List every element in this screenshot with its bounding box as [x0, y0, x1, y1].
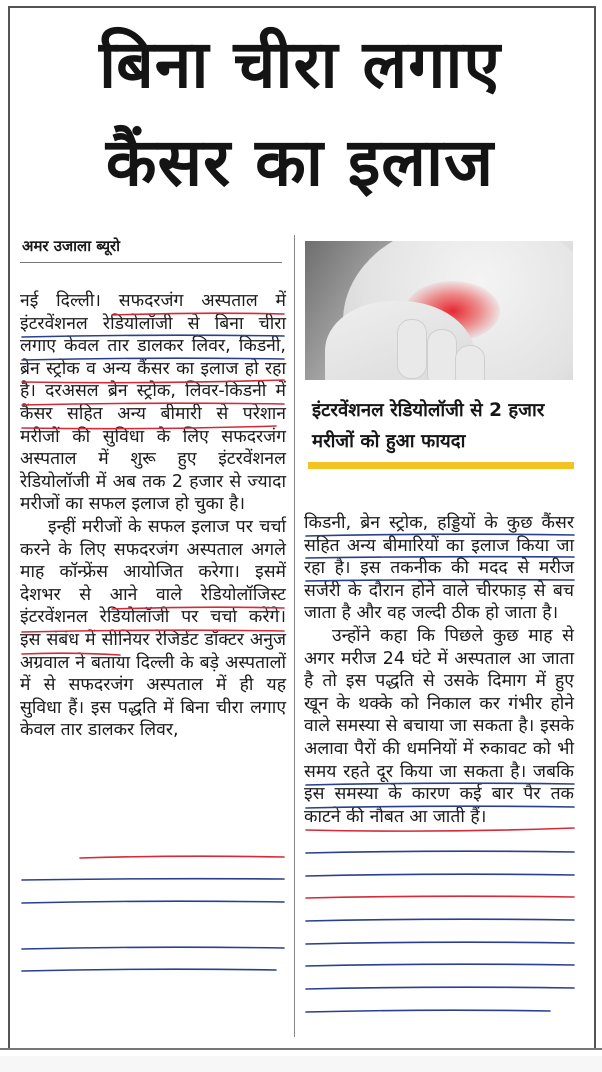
- red-underline: [22, 380, 284, 383]
- blue-underline: [306, 1010, 550, 1012]
- red-underline: [112, 313, 284, 315]
- article-paragraph: किडनी, ब्रेन स्ट्रोक, हड्डियों के कुछ कैंसर सहित अन्य बीमारियों का इलाज किया जा रहा है। इस तकनीक की मदद से मरीज सर्जरी के दौरान होने वाले चीरफाड़ से बच जाता है और वह जल्दी ठीक हो जाता है।: [304, 513, 574, 624]
- red-underline: [112, 607, 284, 609]
- red-underline: [80, 856, 284, 858]
- blue-underline: [306, 919, 574, 921]
- blue-underline: [306, 851, 574, 853]
- headline-line-2: कैंसर का इलाज: [105, 124, 495, 201]
- blue-underline: [306, 557, 574, 558]
- article-paragraph: नई दिल्ली। सफदरजंग अस्पताल में इंटरवेंशनल रेडियोलॉजी से बिना चीरा लगाए केवल तार डालकर लिवर, किडनी, ब्रेन स्ट्रोक व अन्य कैंसर का इलाज हो रहा है। दरअसल ब्रेन स्ट्रोक, लिवर-किडनी में कैंसर सहित अन्य बीमारी से परेशान मरीजों की सुविधा के लिए सफदरजंग अस्पताल में शुरू हुए इंटरवेंशनल रेडियोलॉजी में अब तक 2 हजार से ज्यादा मरीजों का सफल इलाज हो चुका है।: [20, 291, 286, 515]
- red-underline: [306, 828, 574, 831]
- byline: अमर उजाला ब्यूरो: [22, 237, 121, 255]
- blue-underline: [306, 580, 574, 581]
- bottom-rule: [0, 1048, 602, 1050]
- blue-underline: [22, 335, 284, 337]
- blue-underline: [306, 806, 574, 808]
- blue-underline: [306, 874, 574, 876]
- red-underline: [22, 403, 284, 405]
- blue-underline: [306, 783, 574, 785]
- red-underline: [22, 426, 276, 429]
- red-underline: [22, 630, 284, 632]
- article-paragraph: इन्हीं मरीजों के सफल इलाज पर चर्चा करने के लिए सफदरजंग अस्पताल अगले माह कॉन्फ्रेंस आयोजित करेगा। इसमें देशभर से आने वाले रेडियोलॉजिस्ट इंटरवेंशनल रेडियोलॉजी पर चर्चा करेंगे। इस संबंध में सीनियर रेजिडेंट डॉक्टर अनुज अग्रवाल ने बताया दिल्ली के बड़े अस्पतालों में से सफदरजंग अस्पताल में ही यह सुविधा हैं। इस पद्धति में बिना चीरा लगाए केवल तार डालकर लिवर,: [20, 516, 286, 741]
- photo-caption: इंटरवेंशनल रेडियोलॉजी से 2 हजार मरीजों को हुआ फायदा: [312, 400, 545, 452]
- blue-underline: [306, 534, 574, 536]
- blue-underline: [22, 358, 284, 360]
- blue-underline: [22, 947, 284, 949]
- blue-underline: [22, 879, 284, 880]
- next-article-strip: [0, 1056, 602, 1072]
- blue-underline: [22, 969, 276, 971]
- blue-underline: [22, 901, 284, 903]
- headline-line-1: बिना चीरा लगाए: [98, 26, 502, 103]
- blue-underline: [306, 987, 574, 989]
- article-paragraph: उन्होंने कहा कि पिछले कुछ माह से अगर मरीज 24 घंटे में अस्पताल आ जाता है तो इस पद्धति से उसके दिमाग में हुए खून के थक्के को निकाल कर गंभीर होने वाले समस्या से बचाया जा सकता है। इसके अलावा पैरों की धमनियों में रुकावट को भी समय रहते दूर किया जा सकता है। जबकि इस समस्या के कारण कई बार पैर तक काटने की नौबत आ जाती हैं।: [304, 625, 574, 827]
- blue-underline: [306, 942, 574, 944]
- red-underline: [22, 653, 120, 655]
- red-underline: [306, 896, 574, 898]
- blue-underline: [306, 964, 574, 966]
